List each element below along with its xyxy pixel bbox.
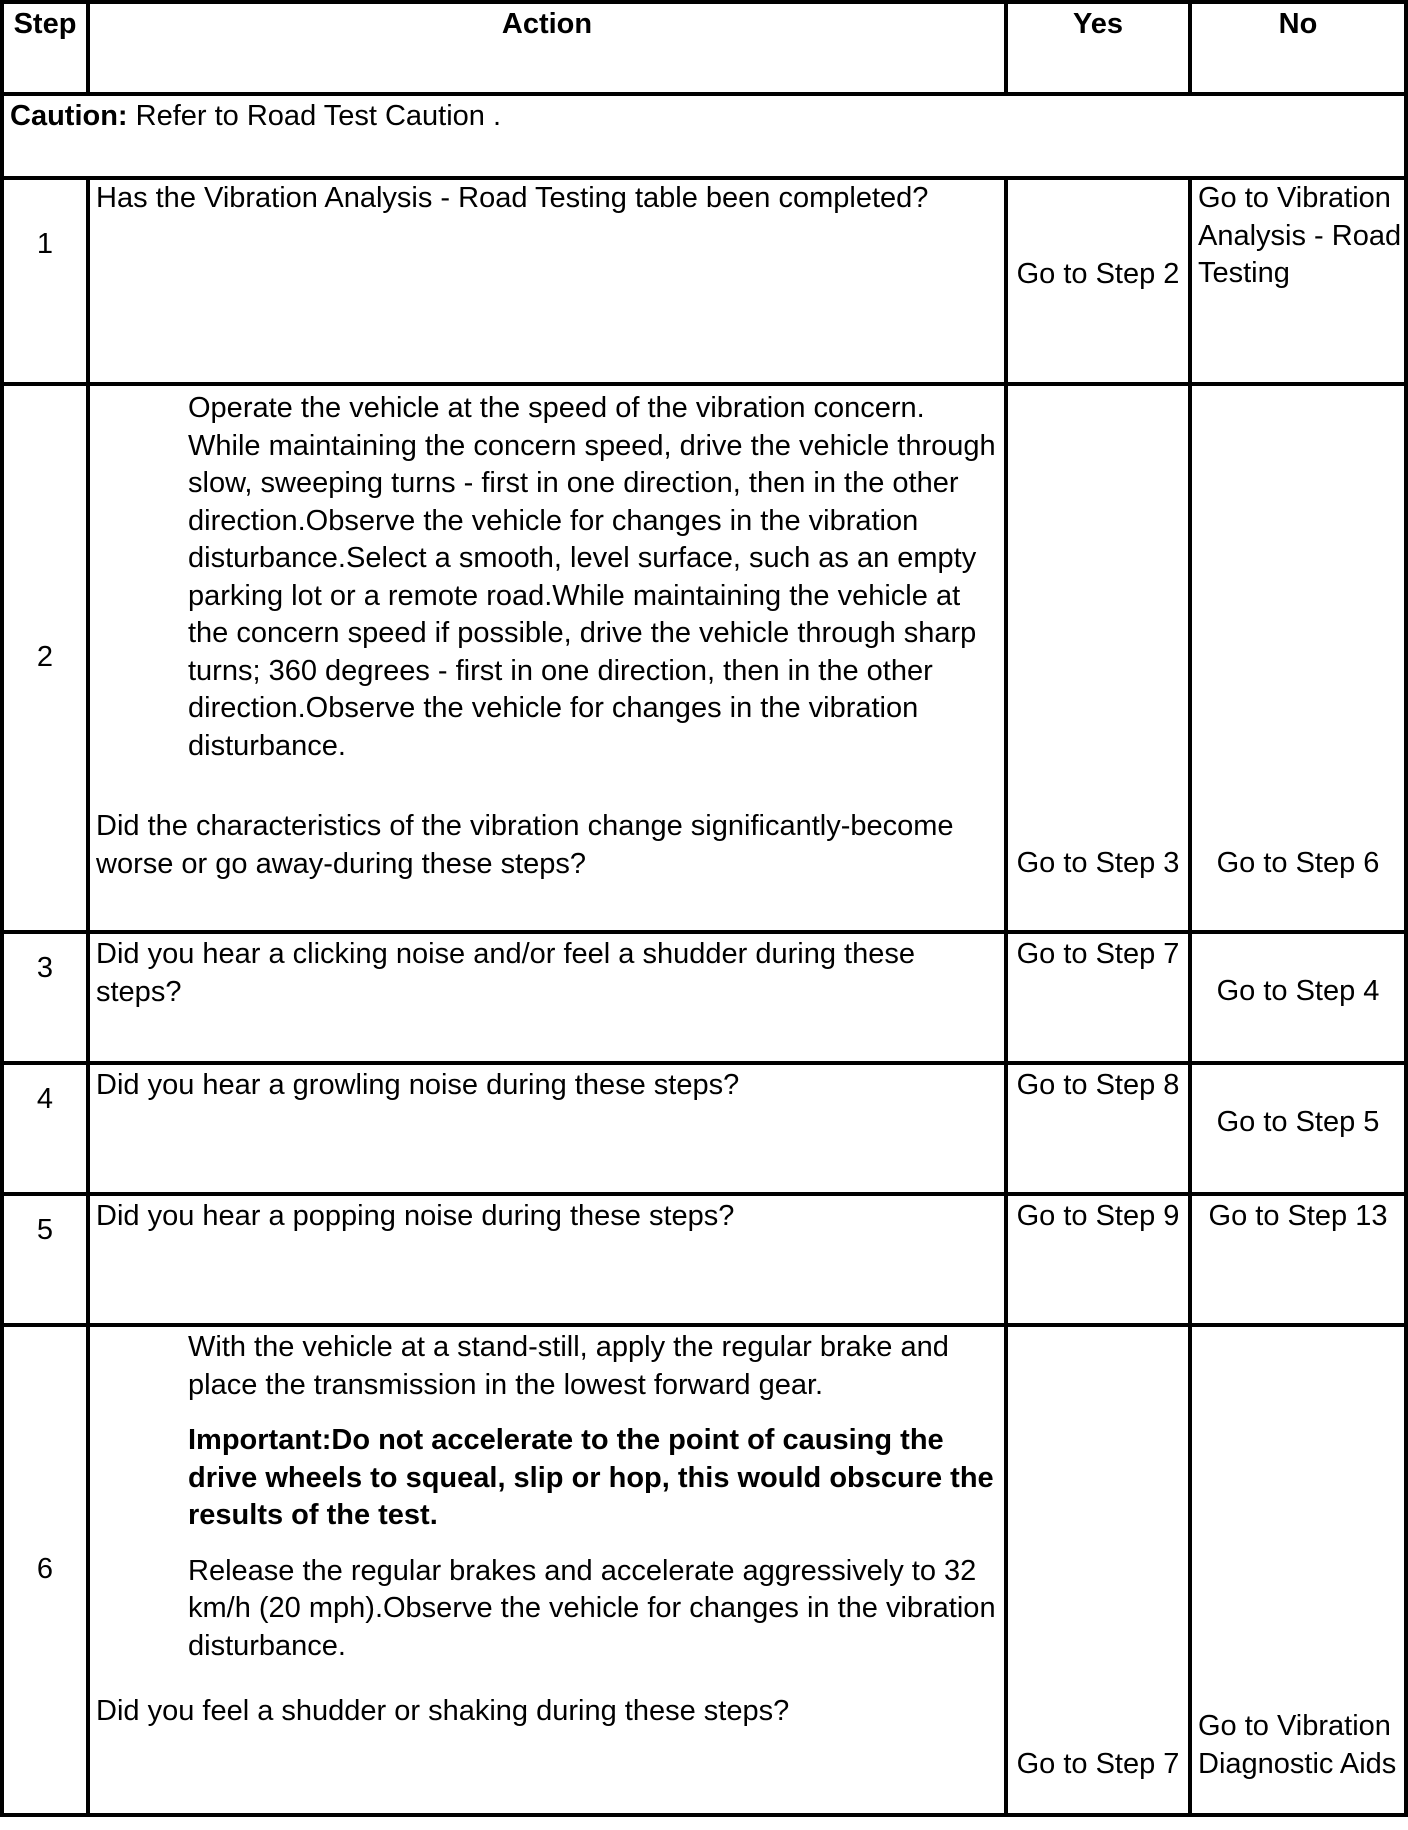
header-yes: Yes (1006, 2, 1190, 94)
important-note: Important:Do not accelerate to the point of causing the drive wheels to squeal, slip or hop, this would obscure the results of the test. (188, 1424, 994, 1531)
header-step: Step (2, 2, 88, 94)
step-number: 6 (2, 1325, 88, 1815)
table-row-step-2 (2, 384, 1406, 932)
no-link[interactable]: Go to Step 6 (1190, 384, 1406, 932)
action-text: Did you hear a growling noise during these steps? (88, 1063, 1006, 1194)
caution-label: Caution: (10, 100, 128, 132)
table-row-step-1 (2, 178, 1406, 384)
table-row-step-6 (2, 1325, 1406, 1815)
yes-link[interactable]: Go to Step 2 (1006, 178, 1190, 384)
yes-link[interactable]: Go to Step 8 (1006, 1063, 1190, 1194)
yes-link[interactable]: Go to Step 7 (1006, 1325, 1190, 1815)
no-link[interactable]: Go to Vibration Analysis - Road Testing (1190, 178, 1406, 384)
action-text: Has the Vibration Analysis - Road Testing table been completed? (88, 178, 1006, 384)
table-row-step-4 (2, 1063, 1406, 1194)
question-text: Did the characteristics of the vibration change significantly-become worse or go away-during these steps? (96, 810, 954, 880)
header-no: No (1190, 2, 1406, 94)
yes-link[interactable]: Go to Step 7 (1006, 932, 1190, 1063)
step-number: 2 (2, 384, 88, 932)
step-number: 1 (2, 178, 88, 384)
caution-text: Refer to Road Test Caution . (127, 100, 502, 132)
no-link[interactable]: Go to Step 13 (1190, 1194, 1406, 1325)
procedure-text: Operate the vehicle at the speed of the vibration concern. While maintaining the concern speed, drive the vehicle through slow, sweeping turns - first in one direction, then in the other direction.Observe the vehicle for changes in the vibration disturbance.Select a smooth, level surface, such as an empty parking lot or a remote road.While maintaining the vehicle at the concern speed if possible, drive the vehicle through sharp turns; 360 degrees - first in one direction, then in the other direction.Observe the vehicle for changes in the vibration disturbance. (188, 392, 996, 762)
question-text: Did you feel a shudder or shaking during these steps? (96, 1695, 790, 1727)
table-row-step-3 (2, 932, 1406, 1063)
step-number: 5 (2, 1194, 88, 1325)
header-row (2, 2, 1406, 94)
yes-link[interactable]: Go to Step 3 (1006, 384, 1190, 932)
table-row-step-5 (2, 1194, 1406, 1325)
step-number: 4 (2, 1063, 88, 1194)
caution-row (2, 94, 1406, 178)
header-action: Action (88, 2, 1006, 94)
no-link[interactable]: Go to Step 4 (1190, 932, 1406, 1063)
no-link[interactable]: Go to Step 5 (1190, 1063, 1406, 1194)
procedure-text: Release the regular brakes and accelerate aggressively to 32 km/h (20 mph).Observe the vehicle for changes in the vibration disturbance. (188, 1554, 996, 1662)
procedure-text: With the vehicle at a stand-still, apply the regular brake and place the transmission in the lowest forward gear. (188, 1331, 949, 1401)
yes-link[interactable]: Go to Step 9 (1006, 1194, 1190, 1325)
no-link[interactable]: Go to Vibration Diagnostic Aids (1190, 1325, 1406, 1815)
action-text: Did you hear a popping noise during these steps? (88, 1194, 1006, 1325)
step-number: 3 (2, 932, 88, 1063)
action-text: Did you hear a clicking noise and/or feel a shudder during these steps? (88, 932, 1006, 1063)
